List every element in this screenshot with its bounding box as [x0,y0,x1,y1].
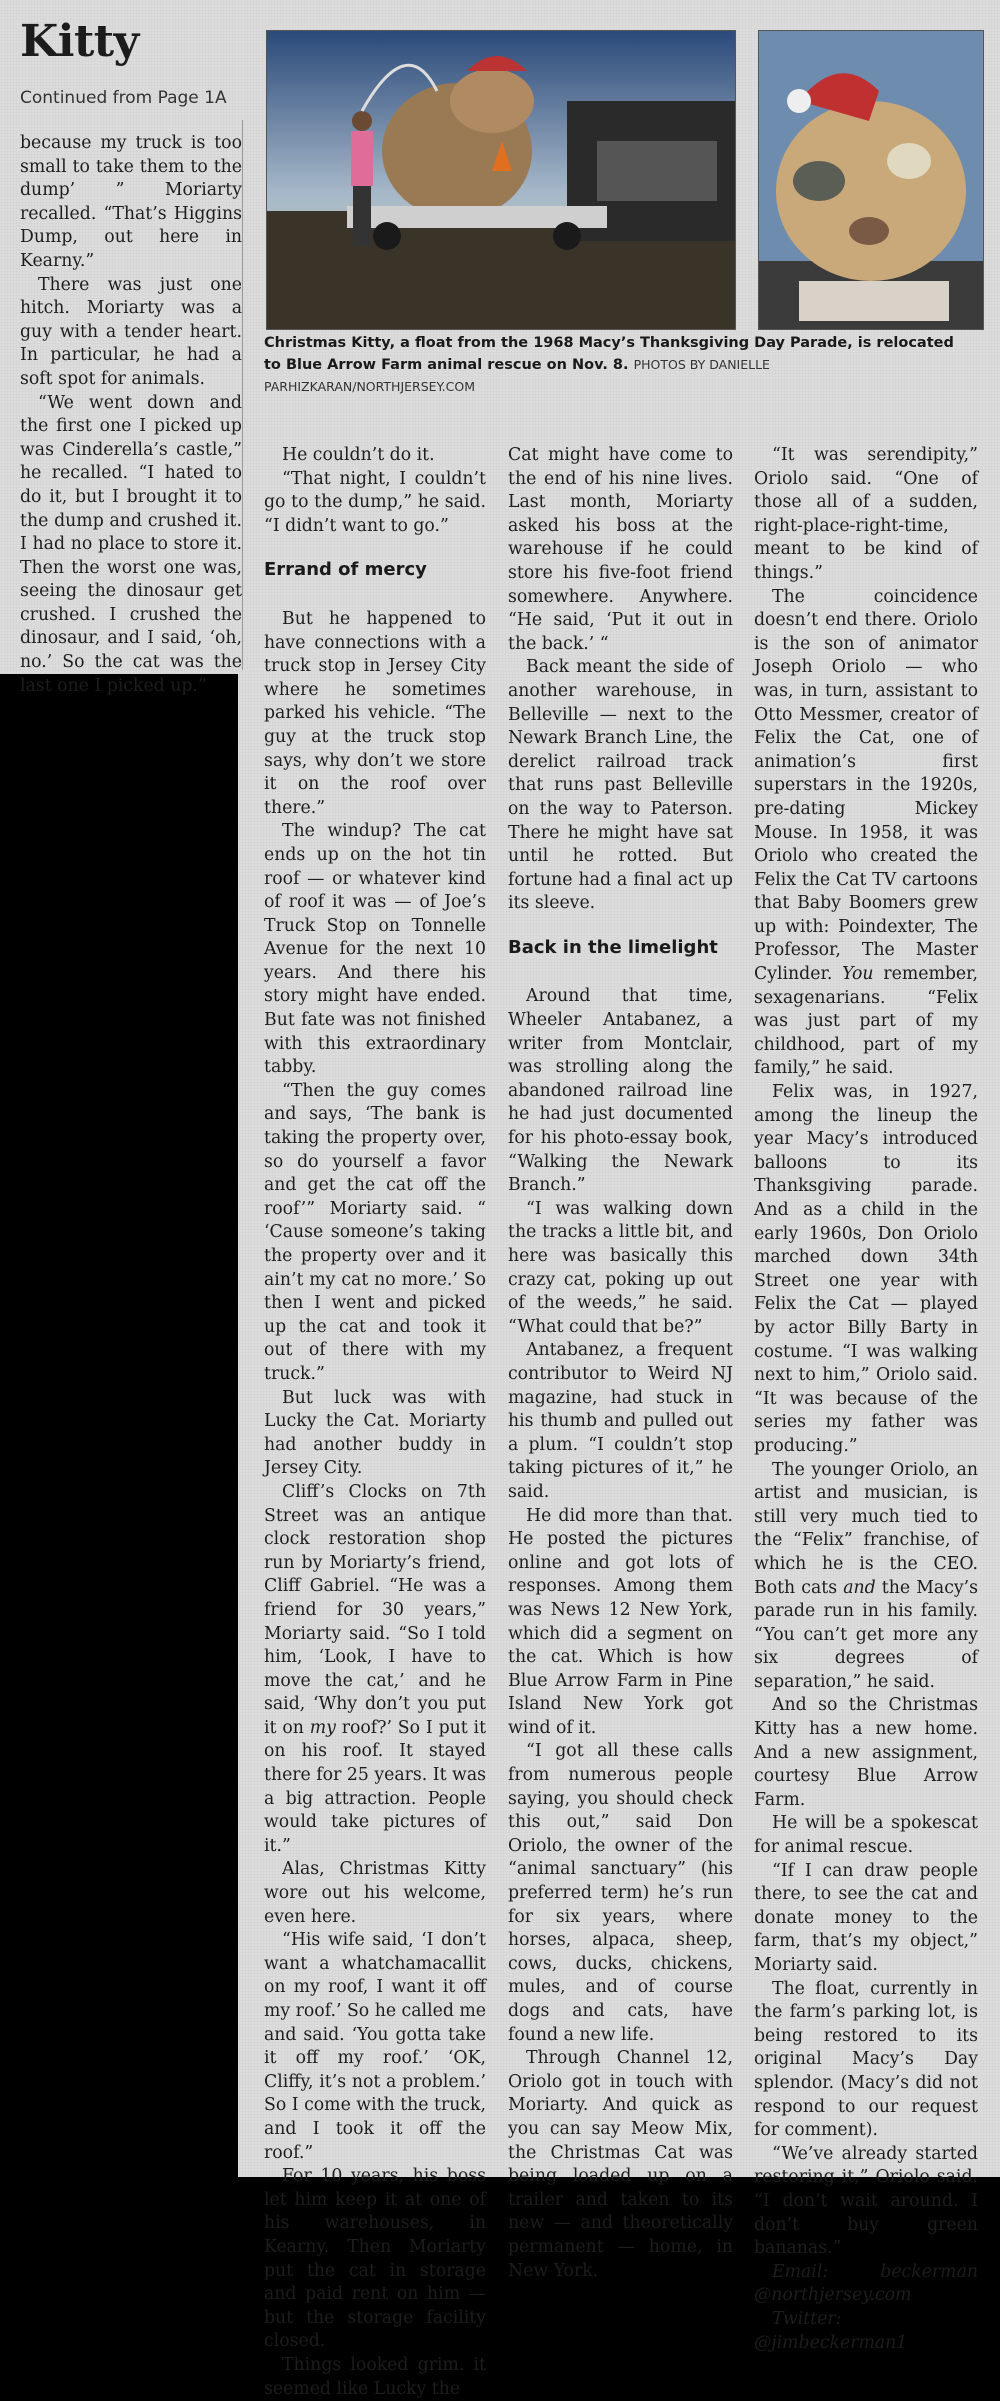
jump-line: Continued from Page 1A [20,88,227,108]
paragraph: But he happened to have connections with a truck stop in Jersey City where he sometimes parked his vehicle. “The guy at the truck stop says, why don’t we store it on the roof over there.” [264,608,486,818]
paragraph: For 10 years, his boss let him keep it at one of his warehouses, in Kearny. Then Moriarty put the cat in storage and paid rent on him — but the storage facility closed. [264,2166,486,2352]
subhead-errand-of-mercy: Errand of mercy [264,559,427,581]
emphasis: You [842,964,874,985]
paragraph: “I was walking down the tracks a little bit, and here was basically this crazy cat, poking up out of the weeds,” he said. “What could that be?” [508,1198,733,1337]
paragraph: Antabanez, a frequent contributor to Weird NJ magazine, had stuck in his thumb and pulled out a plum. “I couldn’t stop taking pictures of it,” he said. [508,1340,733,1502]
text-run: roof?’ So I put it on his roof. It stayed there for 25 years. It was a big attraction. People would take pictures of it.” [264,1717,487,1856]
column-1 [20,132,242,698]
text-run: The coincidence doesn’t end there. Oriolo is the son of animator Joseph Oriolo — who was, in turn, assistant to Otto Messmer, creator of Felix the Cat, one of animation’s first superstars in the 1920s, pre-dating Mickey Mouse. In 1958, it was Oriolo who created the Felix the Cat TV cartoons that Baby Boomers grew up with: Poindexter, The Professor, The Master Cylinder. [754,586,978,985]
column-4 [754,444,978,2355]
paragraph: Felix was, in 1927, among the lineup the year Macy’s introduced balloons to its Thanksgiving parade. And as a child in the early 1960s, Don Oriolo marched down 34th Street one year with Felix the Cat — played by actor Billy Barty in costume. “I was walking next to him,” Oriolo said. “It was because of the series my father was producing.” [754,1082,978,1456]
paragraph: He will be a spokescat for animal rescue. [754,1813,978,1858]
paragraph [264,1481,486,1859]
paragraph: “I got all these calls from numerous people saying, you should check this out,” said Don Oriolo, the owner of the “animal sanctuary” (his preferred term) he’s run for six years, where horses, alpaca, sheep, cows, ducks, chickens, mules, and of course dogs and cats, have found a new life. [508,1741,733,2045]
paragraph: The float, currently in the farm’s parking lot, is being restored to its original Macy’s Day splendor. (Macy’s did not respond to our request for comment). [754,1978,978,2141]
paragraph: Alas, Christmas Kitty wore out his welcome, even here. [264,1859,486,1927]
paragraph: “We went down and the first one I picked up was Cinderella’s castle,” he recalled. “I hated to do it, but I brought it to the dump and crushed it. I had no place to store it. Then the worst one was, seeing the dinosaur get crushed. I crushed the dinosaur, and I said, ‘oh, no.’ So the cat was the last one I picked up.” [20,392,242,696]
text-run: the Macy’s parade run in his family. “You can’t get more any six degrees of separation,” he said. [754,1577,978,1692]
paragraph [754,586,978,1081]
paragraph: He couldn’t do it. [282,445,435,465]
photo-cat-face-closeup [758,30,984,330]
paragraph: because my truck is too small to take them to the dump’ ” Moriarty recalled. “That’s Higgins Dump, out here in Kearny.” [20,133,242,271]
text-run: remember, sexagenarians. “Felix was just part of my childhood, part of my family,” he said. [754,964,979,1079]
paragraph: And so the Christmas Kitty has a new home. And a new assignment, courtesy Blue Arrow Farm. [754,1695,978,1810]
text-run: Cliff’s Clocks on 7th Street was an antique clock restoration shop run by Moriarty’s friend, Cliff Gabriel. “He was a friend for 30 years,” Moriarty said. “So I told him, ‘Look, I have to move the cat,’ and he said, ‘Why don’t you put it on [264,1481,486,1738]
paragraph: “His wife said, ‘I don’t want a whatchamacallit on my roof, I want it off my roof.’ So he called me and said. ‘You gotta take it off my roof.’ ‘OK, Cliffy, it’s not a problem.’ So I come with the truck, and I took it off the roof.” [264,1930,486,2163]
paragraph: But luck was with Lucky the Cat. Moriarty had another buddy in Jersey City. [264,1387,486,1479]
text-run: The younger Oriolo, an artist and musician, is still very much tied to the “Felix” franchise, of which he is the CEO. Both cats [754,1459,978,1598]
paragraph: “That night, I couldn’t go to the dump,” he said. “I didn’t want to go.” [264,468,486,536]
author-email: Email: beckerman @northjersey.com [754,2261,978,2306]
paragraph: There was just one hitch. Moriarty was a guy with a tender heart. In particular, he had a soft spot for animals. [20,274,242,389]
column-3 [508,444,733,2283]
paragraph: “Then the guy comes and says, ‘The bank is taking the property over, so do yourself a favor and get the cat off the roof’” Moriarty said. “ ‘Cause someone’s taking the property over and it ain’t my cat no more.’ So then I went and picked up the cat and took it out of there with my truck.” [264,1080,486,1384]
paragraph: He did more than that. He posted the pictures online and got lots of responses. Among them was News 12 New York, which did a segment on the cat. Which is how Blue Arrow Farm in Pine Island New York got wind of it. [508,1505,733,1738]
paragraph: “We’ve already started restoring it,” Oriolo said. “I don’t wait around. I don’t buy green bananas.” [754,2143,978,2259]
article-headline: Kitty [20,16,139,67]
paragraph: Things looked grim. it seemed like Lucky the [264,2354,486,2399]
photo-credit: PHOTOS BY DANIELLE PARHIZKARAN/NORTHJERSEY.COM [264,357,770,394]
paragraph: Around that time, Wheeler Antabanez, a writer from Montclair, was strolling along the abandoned railroad line he had just documented for his photo-essay book, “Walking the Newark Branch.” [508,986,733,1196]
paragraph: “If I can draw people there, to see the cat and donate money to the farm, that’s my object,” Moriarty said. [754,1860,978,1975]
caption-text: Christmas Kitty, a float from the 1968 Macy’s Thanksgiving Day Parade, is relocated to Blue Arrow Farm animal rescue on Nov. 8. [264,335,954,373]
paragraph: The windup? The cat ends up on the hot tin roof — or whatever kind of roof it was — of Joe’s Truck Stop on Tonnelle Avenue for the next 10 years. And there his story might have ended. But fate was not finished with this extraordinary tabby. [264,821,486,1078]
author-twitter: Twitter: @jimbeckerman1 [754,2308,908,2353]
photo-caption [264,332,954,398]
paragraph: “It was serendipity,” Oriolo said. “One of those all of a sudden, right-place-right-time, meant to be kind of things.” [754,445,978,583]
column-divider [242,120,243,670]
column-2 [264,444,486,2401]
emphasis: and [843,1577,876,1598]
paragraph: Back meant the side of another warehouse, in Belleville — next to the Newark Branch Line, the derelict railroad track that runs past Belleville on the way to Paterson. There he might have sat until he rotted. But fortune had a final act up its sleeve. [508,657,733,914]
subhead-back-in-the-limelight: Back in the limelight [508,936,718,958]
emphasis: my [309,1717,336,1738]
paragraph: Through Channel 12, Oriolo got in touch with Moriarty. And quick as you can say Meow Mix, the Christmas Cat was being loaded up on a trailer and taken to its new — and theoretically permanent — home, in New York. [508,2048,733,2281]
paragraph [754,1459,978,1695]
paragraph: Cat might have come to the end of his nine lives. Last month, Moriarty asked his boss at the warehouse if he could store his five-foot friend somewhere. Anywhere. “He said, ‘Put it out in the back.’ “ [508,445,733,654]
photo-float-on-trailer [266,30,736,330]
